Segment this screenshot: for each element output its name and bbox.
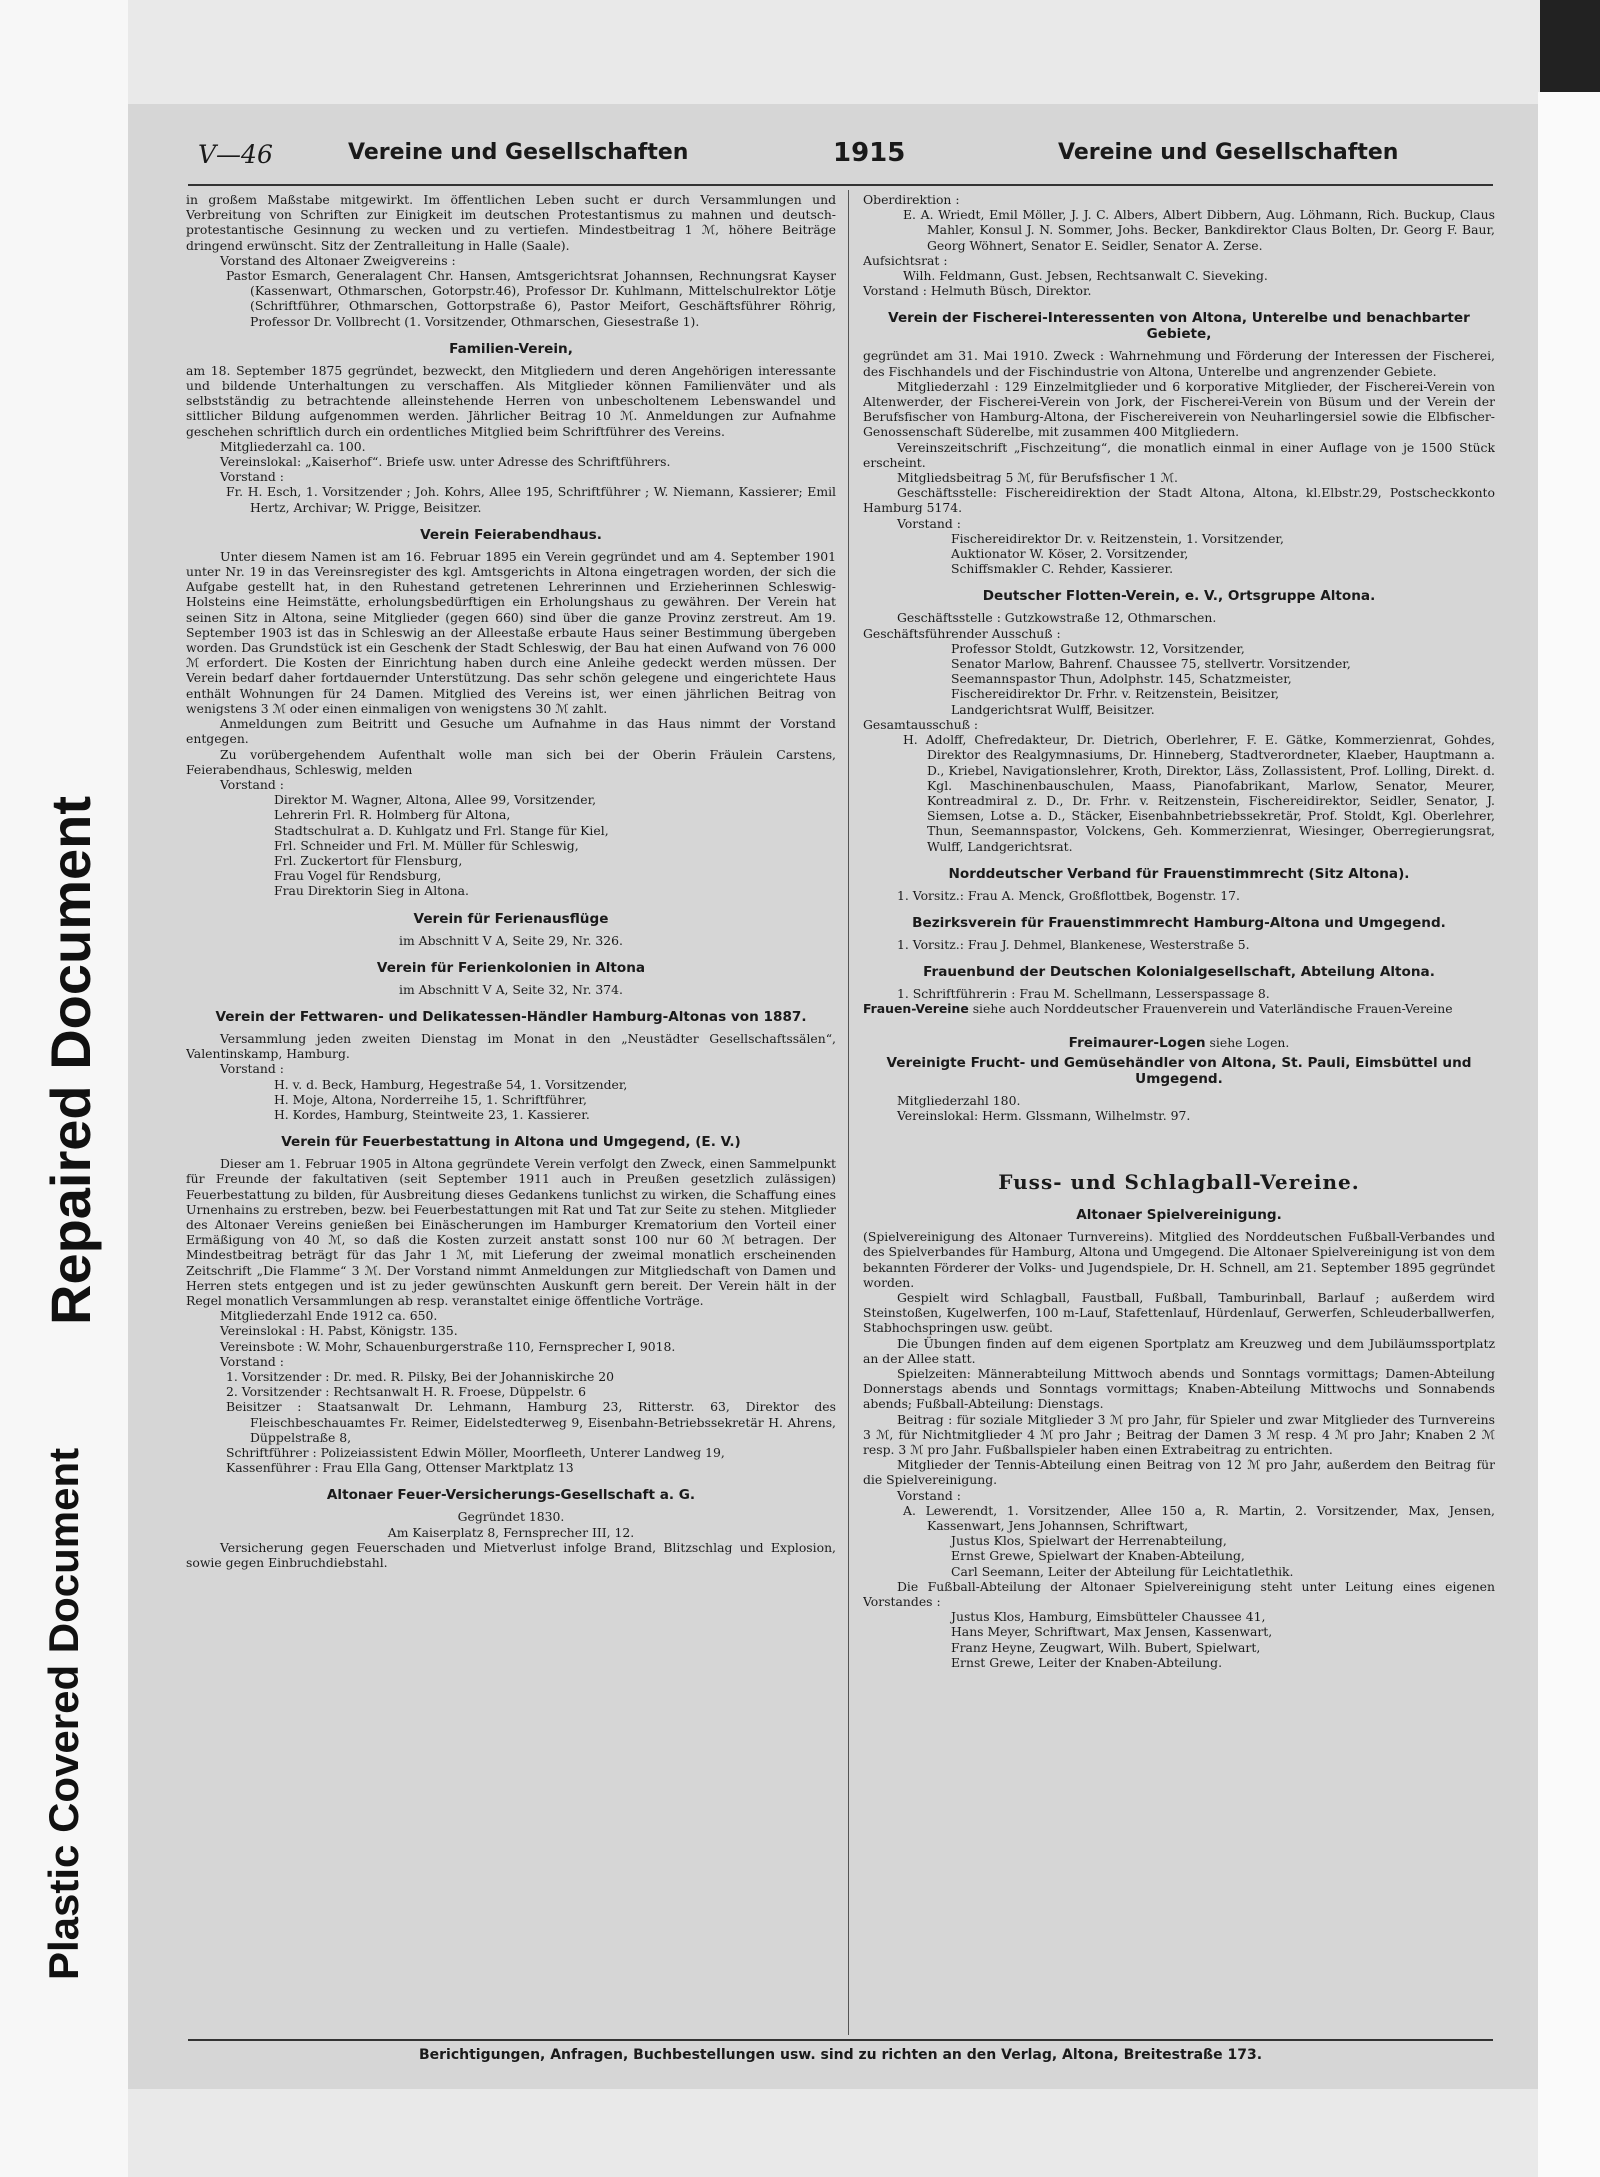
list-item: Landgerichtsrat Wulff, Beisitzer. <box>951 701 1155 717</box>
oberdirektion-members: E. A. Wriedt, Emil Möller, J. J. C. Albers, Albert Dibbern, Aug. Löhmann, Rich. Buckup, Claus Mahler, Konsul J. N. Sommer, Johs. Becker, Bankdirektor Claus Bolten, Dr. Georg F. Baur, Georg Wöhnert, Senator E. Seidler, Senator A. Zerse. <box>903 207 1495 253</box>
familien-vorstand-label: Vorstand : <box>220 469 284 485</box>
page-number: V—46 <box>198 140 273 169</box>
freimaurer-label: Freimaurer-Logen <box>1068 1034 1206 1051</box>
flotten-gesamtausschuss: H. Adolff, Chefredakteur, Dr. Dietrich, Oberlehrer, F. E. Gätke, Kommerzienrat, Gohdes, Direktor des Realgymnasiums, Dr. Hinneberg, Stadtverordneter, Klaeber, Hauptmann a. D., Kriebel, Navigationslehrer, Kroth, Direktor, Läss, Zollassistent, Prof. Lolling, Direkt. d. Kgl. Maschinenbauschulen, Maass, Pianofabrikant, Marlow, Senator, Meurer, Kontreadmiral z. D., Dr. Frhr. v. Reitzenstein, Fischereidirektor, Seidler, Senator, J. Siemsen, Lotse a. D., Stäcker, Eisenbahnbetriebssekretär, Prof. Stoldt, Kgl. Oberlehrer, Thun, Seemannspastor, Volckens, Geh. Kommerzienrat, Wiesinger, Oberregierungsrat, Wulff, Landgerichtsrat. <box>903 732 1495 854</box>
fischerei-title: Verein der Fischerei-Interessenten von Altona, Unterelbe und benachbarter Gebiete, <box>888 310 1470 343</box>
list-item: Hans Meyer, Schriftwart, Max Jensen, Kassenwart, <box>951 1624 1273 1640</box>
list-item: Schiffsmakler C. Rehder, Kassierer. <box>951 561 1174 577</box>
list-item: Frau Vogel für Rendsburg, <box>274 868 442 884</box>
spielvereinigung-spielzeiten: Spielzeiten: Männerabteilung Mittwoch abends und Sonntags vormittags; Damen-Abteilung Donnerstags abends und Sonntags vormittags; Knaben-Abteilung Mittwochs und Sonnabends abends; Fußball-Abteilung: Dienstags. <box>863 1365 1495 1412</box>
list-item: Justus Klos, Spielwart der Herrenabteilung, <box>951 1533 1227 1549</box>
frauenstimmrecht-title: Norddeutscher Verband für Frauenstimmrecht (Sitz Altona). <box>948 865 1410 882</box>
flotten-ausschuss-label: Geschäftsführender Ausschuß : <box>863 625 1061 641</box>
right-column <box>863 192 1495 2030</box>
list-item: Schriftführer : Polizeiassistent Edwin Möller, Moorfleeth, Unterer Landweg 19, <box>226 1445 725 1461</box>
familien-lokal: Vereinslokal: „Kaiserhof“. Briefe usw. unter Adresse des Schriftführers. <box>220 454 671 470</box>
list-item: Justus Klos, Hamburg, Eimsbütteler Chaussee 41, <box>951 1609 1266 1625</box>
feuerbestattung-bote: Vereinsbote : W. Mohr, Schauenburgerstraße 110, Fernsprecher I, 9018. <box>220 1338 676 1354</box>
aufsichtsrat-members: Wilh. Feldmann, Gust. Jebsen, Rechtsanwalt C. Sieveking. <box>903 268 1268 284</box>
feuerversicherung-title: Altonaer Feuer-Versicherungs-Gesellschaft a. G. <box>326 1487 696 1504</box>
left-column <box>186 192 836 2030</box>
frucht-title: Vereinigte Frucht- und Gemüsehändler von Altona, St. Pauli, Eimsbüttel und Umgegend. <box>886 1054 1472 1087</box>
document-page <box>128 104 1538 2089</box>
plastic-covered-label: Plastic Covered Document <box>40 1447 87 1980</box>
spielvereinigung-vorstand-label: Vorstand : <box>897 1487 961 1503</box>
list-item: Frl. Schneider und Frl. M. Müller für Schleswig, <box>274 837 579 853</box>
list-item: Fischereidirektor Dr. v. Reitzenstein, 1. Vorsitzender, <box>951 530 1284 546</box>
flotten-title: Deutscher Flotten-Verein, e. V., Ortsgruppe Altona. <box>982 588 1376 605</box>
feuerversicherung-founded: Gegründet 1830. <box>457 1509 565 1525</box>
freimaurer-entry <box>863 1035 1495 1051</box>
header-title-right: Vereine und Gesellschaften <box>1058 140 1399 165</box>
list-item: Franz Heyne, Zeugwart, Wilh. Bubert, Spielwart, <box>951 1639 1261 1655</box>
list-item: Lehrerin Frl. R. Holmberg für Altona, <box>274 807 511 823</box>
feuerversicherung-address: Am Kaiserplatz 8, Fernsprecher III, 12. <box>387 1524 635 1540</box>
list-item: Senator Marlow, Bahrenf. Chaussee 75, stellvertr. Vorsitzender, <box>951 656 1351 672</box>
repaired-document-label: Repaired Document <box>39 796 102 1325</box>
ferienkolonien-title: Verein für Ferienkolonien in Altona <box>376 959 646 976</box>
spielvereinigung-uebungen: Die Übungen finden auf dem eigenen Sportplatz am Kreuzweg und dem Jubiläumssportplatz an der Allee statt. <box>863 1335 1495 1366</box>
fischerei-geschaeftsstelle: Geschäftsstelle: Fischereidirektion der Stadt Altona, Altona, kl.Elbstr.29, Postscheckkonto Hamburg 5174. <box>863 485 1495 516</box>
frauen-vereine-ref: siehe auch Norddeutscher Frauenverein und Vaterländische Frauen-Vereine <box>972 1001 1453 1017</box>
bezirksverein-title: Bezirksverein für Frauenstimmrecht Hamburg-Altona und Umgegend. <box>912 914 1446 931</box>
list-item: Frl. Zuckertort für Flensburg, <box>274 852 463 868</box>
familien-text: am 18. September 1875 gegründet, bezweckt, den Mitgliedern und deren Angehörigen interessante und bildende Unterhaltungen zu verschaffen. Als Mitglieder können Familienväter und als selbstständig zu betrachtende alleinstehende Herren von unbescholtenem Lebenswandel und sittlicher Bildung aufgenommen werden. Jährlicher Beitrag 10 ℳ. Anmeldungen zur Aufnahme geschehen schriftlich durch ein ordentliches Mitglied beim Schriftführer des Vereins. <box>186 362 836 439</box>
list-item: Fischereidirektor Dr. Frhr. v. Reitzenstein, Beisitzer, <box>951 686 1280 702</box>
list-item: H. Moje, Altona, Norderreihe 15, 1. Schriftführer, <box>274 1091 587 1107</box>
sidebar-strip <box>0 0 128 2177</box>
ferienausfluege-ref: im Abschnitt V A, Seite 29, Nr. 326. <box>399 932 623 948</box>
spielvereinigung-tennis: Mitglieder der Tennis-Abteilung einen Beitrag von 12 ℳ pro Jahr, außerdem den Beitrag für die Spielvereinigung. <box>863 1457 1495 1488</box>
feuerbestattung-lokal: Vereinslokal : H. Pabst, Königstr. 135. <box>220 1323 458 1339</box>
list-item: A. Lewerendt, 1. Vorsitzender, Allee 150 a, R. Martin, 2. Vorsitzender, Max, Jensen, Kassenwart, Jens Johannsen, Schriftwart, <box>903 1502 1495 1533</box>
list-item: Ernst Grewe, Spielwart der Knaben-Abteilung, <box>951 1548 1245 1564</box>
direktor-line: Vorstand : Helmuth Büsch, Direktor. <box>863 283 1092 299</box>
column-divider <box>848 190 849 2035</box>
list-item: Professor Stoldt, Gutzkowstr. 12, Vorsitzender, <box>951 640 1245 656</box>
familien-verein-title: Familien-Verein, <box>449 340 573 357</box>
list-item: H. Kordes, Hamburg, Steintweite 23, 1. Kassierer. <box>274 1106 590 1122</box>
page-header <box>128 104 1538 184</box>
aufsichtsrat-label: Aufsichtsrat : <box>863 252 948 268</box>
flotten-gesamtausschuss-label: Gesamtausschuß : <box>863 716 979 732</box>
frucht-lokal: Vereinslokal: Herm. Glssmann, Wilhelmstr. 97. <box>897 1107 1191 1123</box>
flotten-geschaeftsstelle: Geschäftsstelle : Gutzkowstraße 12, Othmarschen. <box>897 610 1217 626</box>
kolonial-schriftfuehrerin: 1. Schriftführerin : Frau M. Schellmann, Lesserspassage 8. <box>897 986 1270 1002</box>
feierabendhaus-title: Verein Feierabendhaus. <box>420 526 602 543</box>
frauenstimmrecht-vorsitz: 1. Vorsitz.: Frau A. Menck, Großflottbek, Bogenstr. 17. <box>897 887 1240 903</box>
fischerei-zeitschrift: Vereinszeitschrift „Fischzeitung“, die monatlich einmal in einer Auflage von je 1500 Stück erscheint. <box>863 439 1495 470</box>
list-item: Direktor M. Wagner, Altona, Allee 99, Vorsitzender, <box>274 792 597 808</box>
list-item: H. v. d. Beck, Hamburg, Hegestraße 54, 1. Vorsitzender, <box>274 1076 628 1092</box>
list-item: 1. Vorsitzender : Dr. med. R. Pilsky, Bei der Johanniskirche 20 <box>226 1369 615 1384</box>
fussball-abteilung-text: Die Fußball-Abteilung der Altonaer Spielvereinigung steht unter Leitung eines eigenen Vorstandes : <box>863 1578 1495 1610</box>
ferienkolonien-ref: im Abschnitt V A, Seite 32, Nr. 374. <box>399 981 623 997</box>
feuerversicherung-text: Versicherung gegen Feuerschaden und Mietverlust infolge Brand, Blitzschlag und Explosion, sowie gegen Einbruchdiebstahl. <box>186 1539 836 1571</box>
list-item: Stadtschulrat a. D. Kuhlgatz und Frl. Stange für Kiel, <box>274 822 609 838</box>
feuerbestattung-vorstand-label: Vorstand : <box>220 1353 284 1369</box>
spielvereinigung-title: Altonaer Spielvereinigung. <box>1076 1207 1282 1224</box>
fischerei-text: gegründet am 31. Mai 1910. Zweck : Wahrnehmung und Förderung der Interessen der Fischerei, des Fischhandels und der Fischindustrie von Altona, Unterelbe und angrenzender Gebiete. <box>863 348 1495 379</box>
fischerei-beitrag: Mitgliedsbeitrag 5 ℳ, für Berufsfischer 1 ℳ. <box>897 470 1178 486</box>
feuerbestattung-title: Verein für Feuerbestattung in Altona und Umgegend, (E. V.) <box>281 1134 741 1151</box>
spielvereinigung-beitrag: Beitrag : für soziale Mitglieder 3 ℳ pro Jahr, für Spieler und zwar Mitglieder des Turnvereins 3 ℳ, für Nichtmitglieder 4 ℳ pro Jahr ; Beitrag der Damen 3 ℳ resp. 4 ℳ pro Jahr; Knaben 2 ℳ resp. 3 ℳ pro Jahr. Fußballspieler haben einen Extrabeitrag zu entrichten. <box>863 1411 1495 1457</box>
list-item: Seemannspastor Thun, Adolphstr. 145, Schatzmeister, <box>951 671 1292 687</box>
dark-corner-block <box>1540 0 1600 92</box>
list-item: Frau Direktorin Sieg in Altona. <box>274 883 469 899</box>
fettwaren-vorstand-label: Vorstand : <box>220 1061 284 1077</box>
header-title-left: Vereine und Gesellschaften <box>348 140 689 165</box>
ferienausfluege-title: Verein für Ferienausflüge <box>413 910 609 927</box>
list-item: Auktionator W. Köser, 2. Vorsitzender, <box>951 546 1189 562</box>
right-margin <box>1538 92 1600 2177</box>
feier-anmeldung: Anmeldungen zum Beitritt und Gesuche um Aufnahme in das Haus nimmt der Vorstand entgegen. <box>186 716 836 747</box>
list-item: Carl Seemann, Leiter der Abteilung für Leichtatlethik. <box>951 1563 1294 1579</box>
fettwaren-title: Verein der Fettwaren- und Delikatessen-Händler Hamburg-Altonas von 1887. <box>215 1008 807 1025</box>
frauen-vereine-label: Frauen-Vereine <box>863 1001 969 1017</box>
spielvereinigung-text: (Spielvereinigung des Altonaer Turnvereins). Mitglied des Norddeutschen Fußball-Verbandes und des Spielverbandes für Hamburg, Altona und Umgegend. Die Altonaer Spielvereinigung ist von dem bekannten Förderer der Volks- und Jugendspiele, Dr. H. Schnell, am 21. September 1895 gegründet worden. <box>863 1229 1495 1290</box>
feier-text: Unter diesem Namen ist am 16. Februar 1895 ein Verein gegründet und am 4. September 1901 unter Nr. 19 in das Vereinsregister des kgl. Amtsgerichts in Altona eingetragen worden, der sich die Aufgabe gestellt hat, in den Ruhestand getretenen Lehrerinnen und Erzieherinnen Schleswig-Holsteins eine Heimstätte, erholungsbedürftigen ein Erholungshaus zu gewähren. Der Verein hat seinen Sitz in Altona, seine Mitglieder (gegen 660) sind über die ganze Provinz zerstreut. Am 19. September 1903 ist das in Schleswig an der Alleestaße erbaute Haus seiner Bestimmung übergeben worden. Das Grundstück ist ein Geschenk der Stadt Schleswig, der Bau hat einen Aufwand von 76 000 ℳ erfordert. Die Kosten der Einrichtung haben durch eine Anleihe gedeckt werden müssen. Der Verein bedarf daher fortdauernder Unterstützung. Das sehr schön gelegene und eingerichtete Haus enthält Wohnungen für 24 Damen. Mitglied des Vereins ist, wer einen jährlichen Beitrag von wenigstens 3 ℳ oder einen einmaligen von wenigstens 30 ℳ zahlt. <box>186 548 836 716</box>
familien-members-count: Mitgliederzahl ca. 100. <box>220 438 366 454</box>
fischerei-members-count: Mitgliederzahl : 129 Einzelmitglieder und 6 korporative Mitglieder, der Fischerei-Verein von Altenwerder, der Fischerei-Verein von Jork, der Fischerei-Verein von Büsum und der Verein der Berufsfischer von Hamburg-Altona, der Fischereiverein von Neuharlingersiel sowie die Elbfischer-Genossenschaft Süderelbe, mit zusammen 400 Mitgliedern. <box>863 378 1495 440</box>
fuss-schlagball-title: Fuss- und Schlagball-Vereine. <box>998 1170 1360 1195</box>
freimaurer-ref: siehe Logen. <box>1209 1034 1290 1050</box>
feier-vorstand-label: Vorstand : <box>220 776 284 792</box>
header-rule <box>188 184 1493 186</box>
frucht-members-count: Mitgliederzahl 180. <box>897 1092 1021 1108</box>
page-footer: Berichtigungen, Anfragen, Buchbestellungen usw. sind zu richten an den Verlag, Altona, Breitestraße 173. <box>188 2039 1493 2063</box>
fischerei-vorstand-label: Vorstand : <box>897 515 961 531</box>
intro-text: in großem Maßstabe mitgewirkt. Im öffentlichen Leben sucht er durch Versammlungen und Verbreitung von Schriften zur Einigkeit im deutschen Protestantismus zu mahnen und deutsch-protestantische Gesinnung zu wecken und zu vertiefen. Mindestbeitrag 1 ℳ, höhere Beiträge dringend erwünscht. Sitz der Zentralleitung in Halle (Saale). <box>186 192 836 253</box>
fettwaren-text: Versammlung jeden zweiten Dienstag im Monat in den „Neustädter Gesellschaftssälen“, Valentinskamp, Hamburg. <box>186 1030 836 1062</box>
intro-vorstand-members: Pastor Esmarch, Generalagent Chr. Hansen, Amtsgerichtsrat Johannsen, Rechnungsrat Kayser (Kassenwart, Othmarschen, Gotorpstr.46), Professor Dr. Kuhlmann, Mittelschulrektor Lötje (Schriftführer, Othmarschen, Gottorpstraße 6), Pastor Meifort, Geschäftsführer Röhrig, Professor Dr. Vollbrecht (1. Vorsitzender, Othmarschen, Giesestraße 1). <box>226 268 836 329</box>
bezirksverein-vorsitz: 1. Vorsitz.: Frau J. Dehmel, Blankenese, Westerstraße 5. <box>897 936 1250 952</box>
feier-aufenthalt: Zu vorübergehendem Aufenthalt wolle man sich bei der Oberin Fräulein Carstens, Feierabendhaus, Schleswig, melden <box>186 746 836 777</box>
spielvereinigung-sports: Gespielt wird Schlagball, Faustball, Fußball, Tamburinball, Barlauf ; außerdem wird Steinstoßen, Kugelwerfen, 100 m-Lauf, Stafettenlauf, Hürdenlauf, Gerwerfen, Schleuderballwerfen, Stabhochspringen usw. geübt. <box>863 1289 1495 1336</box>
oberdirektion-label: Oberdirektion : <box>863 192 960 207</box>
list-item: Kassenführer : Frau Ella Gang, Ottenser Marktplatz 13 <box>226 1460 574 1476</box>
list-item: Ernst Grewe, Leiter der Knaben-Abteilung. <box>951 1654 1223 1670</box>
kolonial-title: Frauenbund der Deutschen Kolonialgesellschaft, Abteilung Altona. <box>923 964 1435 981</box>
feuerbestattung-text: Dieser am 1. Februar 1905 in Altona gegründete Verein verfolgt den Zweck, einen Sammelpunkt für Freunde der fakultativen (seit September 1911 auch in Preußen gesetzlich zulässigen) Feuerbestattung zu bilden, für Ausbreitung dieses Gedankens tunlichst zu wirken, die Schaffung eines Urnenhains zu erstreben, bezw. bei Feuerbestattungen mit Rat und Tat zur Seite zu stehen. Mitglieder des Altonaer Vereins genießen bei Einäscherungen im Hamburger Krematorium den Vorteil einer Ermäßigung von 40 ℳ, so daß die Kosten zurzeit anstatt sonst 100 nur 60 ℳ betragen. Der Mindestbeitrag beträgt für das Jahr 1 ℳ, mit Lieferung der zweimal monatlich erscheinenden Zeitschrift „Die Flamme“ 3 ℳ. Der Vorstand nimmt Anmeldungen zur Mitgliedschaft von Damen und Herren stets entgegen und ist zu jeder gewünschten Auskunft gern bereit. Der Verein hält in der Regel monatlich Versammlungen ab resp. veranstaltet einige öffentliche Vorträge. <box>186 1156 836 1308</box>
list-item: 2. Vorsitzender : Rechtsanwalt H. R. Froese, Düppelstr. 6 <box>226 1384 586 1400</box>
feuerbestattung-count: Mitgliederzahl Ende 1912 ca. 650. <box>220 1308 438 1324</box>
header-year: 1915 <box>833 138 906 168</box>
intro-vorstand-label: Vorstand des Altonaer Zweigvereins : <box>220 252 456 268</box>
list-item: Beisitzer : Staatsanwalt Dr. Lehmann, Hamburg 23, Ritterstr. 63, Direktor des Fleischbeschauamtes Fr. Reimer, Eidelstedterweg 9, Eisenbahn-Betriebssekretär H. Ahrens, Düppelstraße 8, <box>226 1399 836 1445</box>
familien-vorstand: Fr. H. Esch, 1. Vorsitzender ; Joh. Kohrs, Allee 195, Schriftführer ; W. Niemann, Kassierer; Emil Hertz, Archivar; W. Prigge, Beisitzer. <box>226 484 836 515</box>
frauen-vereine-entry <box>863 1001 1495 1016</box>
